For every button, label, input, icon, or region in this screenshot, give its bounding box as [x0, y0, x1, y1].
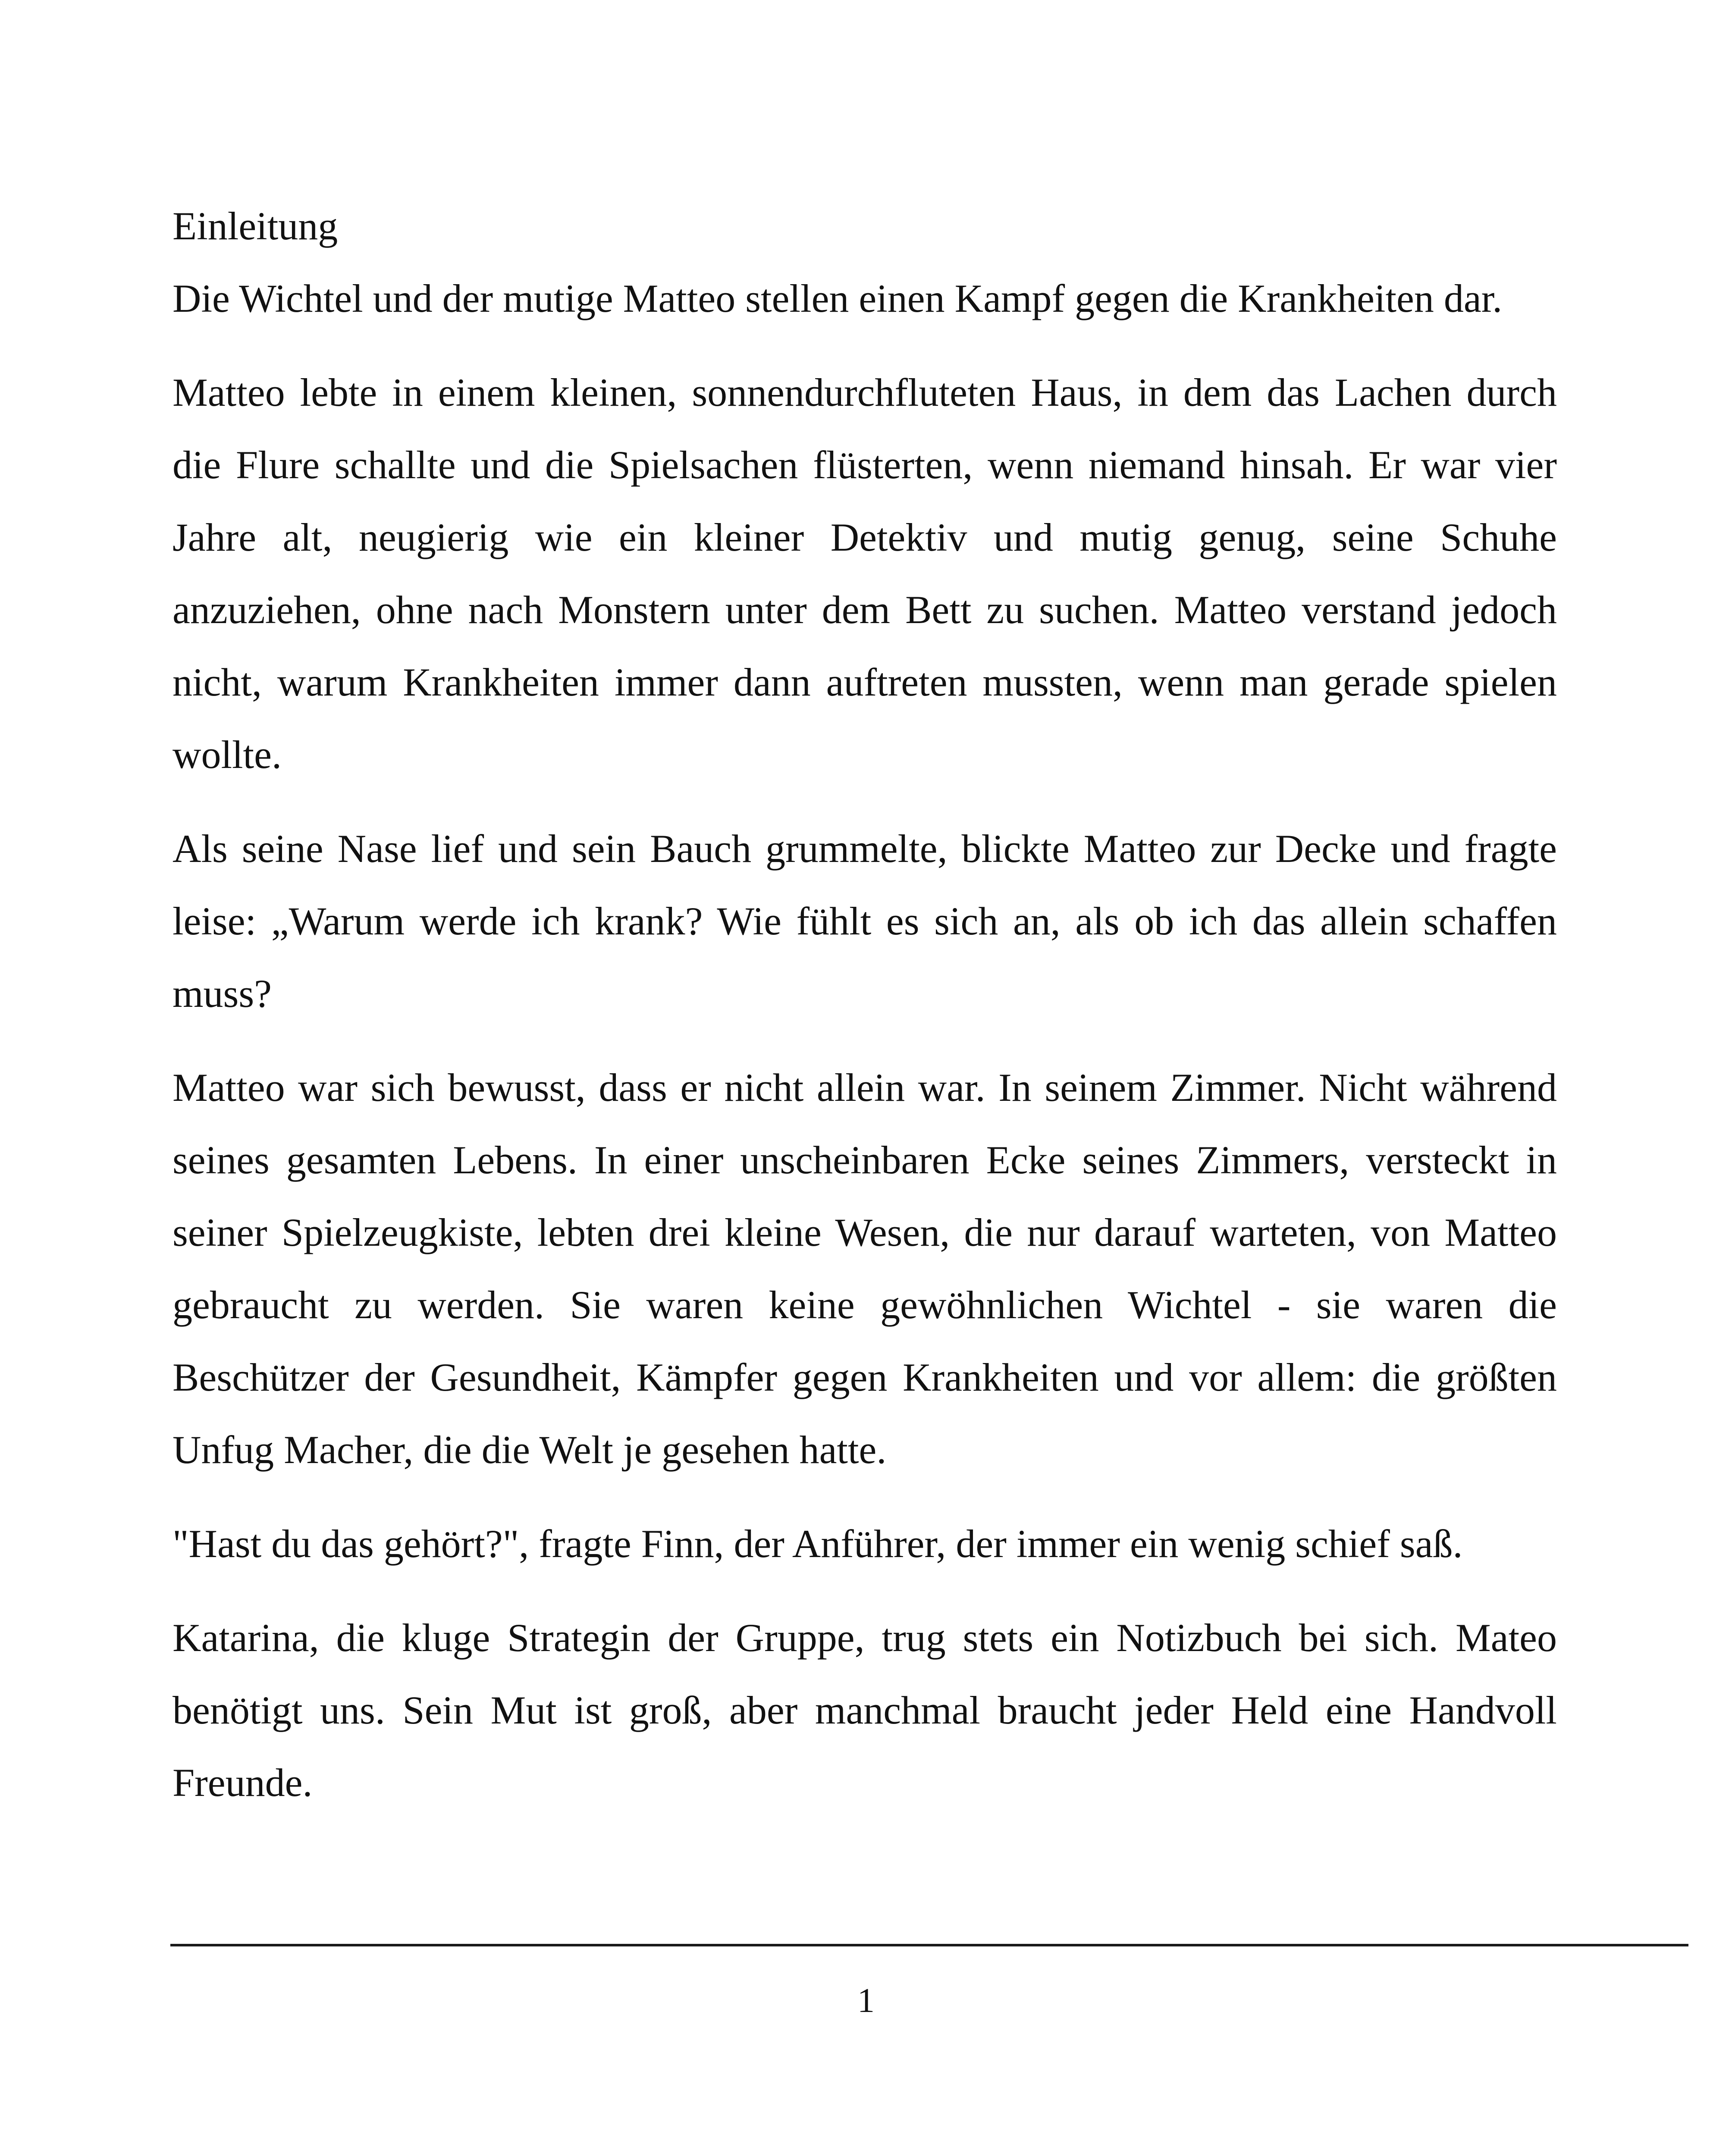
- paragraph-wichtel: Matteo war sich bewusst, dass er nicht allein war. In seinem Zimmer. Nicht während seines gesamten Lebens. In einer unscheinbaren Ecke seines Zimmers, versteckt in seiner Spielzeugkiste, lebten drei kleine Wesen, die nur darauf warteten, von Matteo gebraucht zu werden. Sie waren keine gewöhnlichen Wichtel - sie waren die Beschützer der Gesundheit, Kämpfer gegen Krankheiten und vor allem: die größten Unfug Macher, die die Welt je gesehen hatte.: [173, 1065, 1557, 1472]
- paragraph-intro: Die Wichtel und der mutige Matteo stellen einen Kampf gegen die Krankheiten dar.: [173, 276, 1503, 320]
- page-number: 1: [857, 1982, 875, 2020]
- document-body: [173, 190, 1557, 1840]
- paragraph-matteo-house: Matteo lebte in einem kleinen, sonnendurchfluteten Haus, in dem das Lachen durch die Flure schallte und die Spielsachen flüsterten, wenn niemand hinsah. Er war vier Jahre alt, neugierig wie ein kleiner Detektiv und mutig genug, seine Schuhe anzuziehen, ohne nach Monstern unter dem Bett zu suchen. Matteo verstand jedoch nicht, warum Krankheiten immer dann auftreten mussten, wenn man gerade spielen wollte.: [173, 370, 1557, 777]
- paragraph-katarina: Katarina, die kluge Strategin der Gruppe, trug stets ein Notizbuch bei sich. Mateo benötigt uns. Sein Mut ist groß, aber manchmal braucht jeder Held eine Handvoll Freunde.: [173, 1616, 1557, 1805]
- footer-divider: [170, 1944, 1688, 1946]
- paragraph-finn: "Hast du das gehört?", fragte Finn, der Anführer, der immer ein wenig schief saß.: [173, 1522, 1463, 1566]
- paragraph-matteo-question: Als seine Nase lief und sein Bauch grummelte, blickte Matteo zur Decke und fragte leise: „Warum werde ich krank? Wie fühlt es sich an, als ob ich das allein schaffen muss?: [173, 827, 1557, 1015]
- section-heading: Einleitung: [173, 204, 338, 248]
